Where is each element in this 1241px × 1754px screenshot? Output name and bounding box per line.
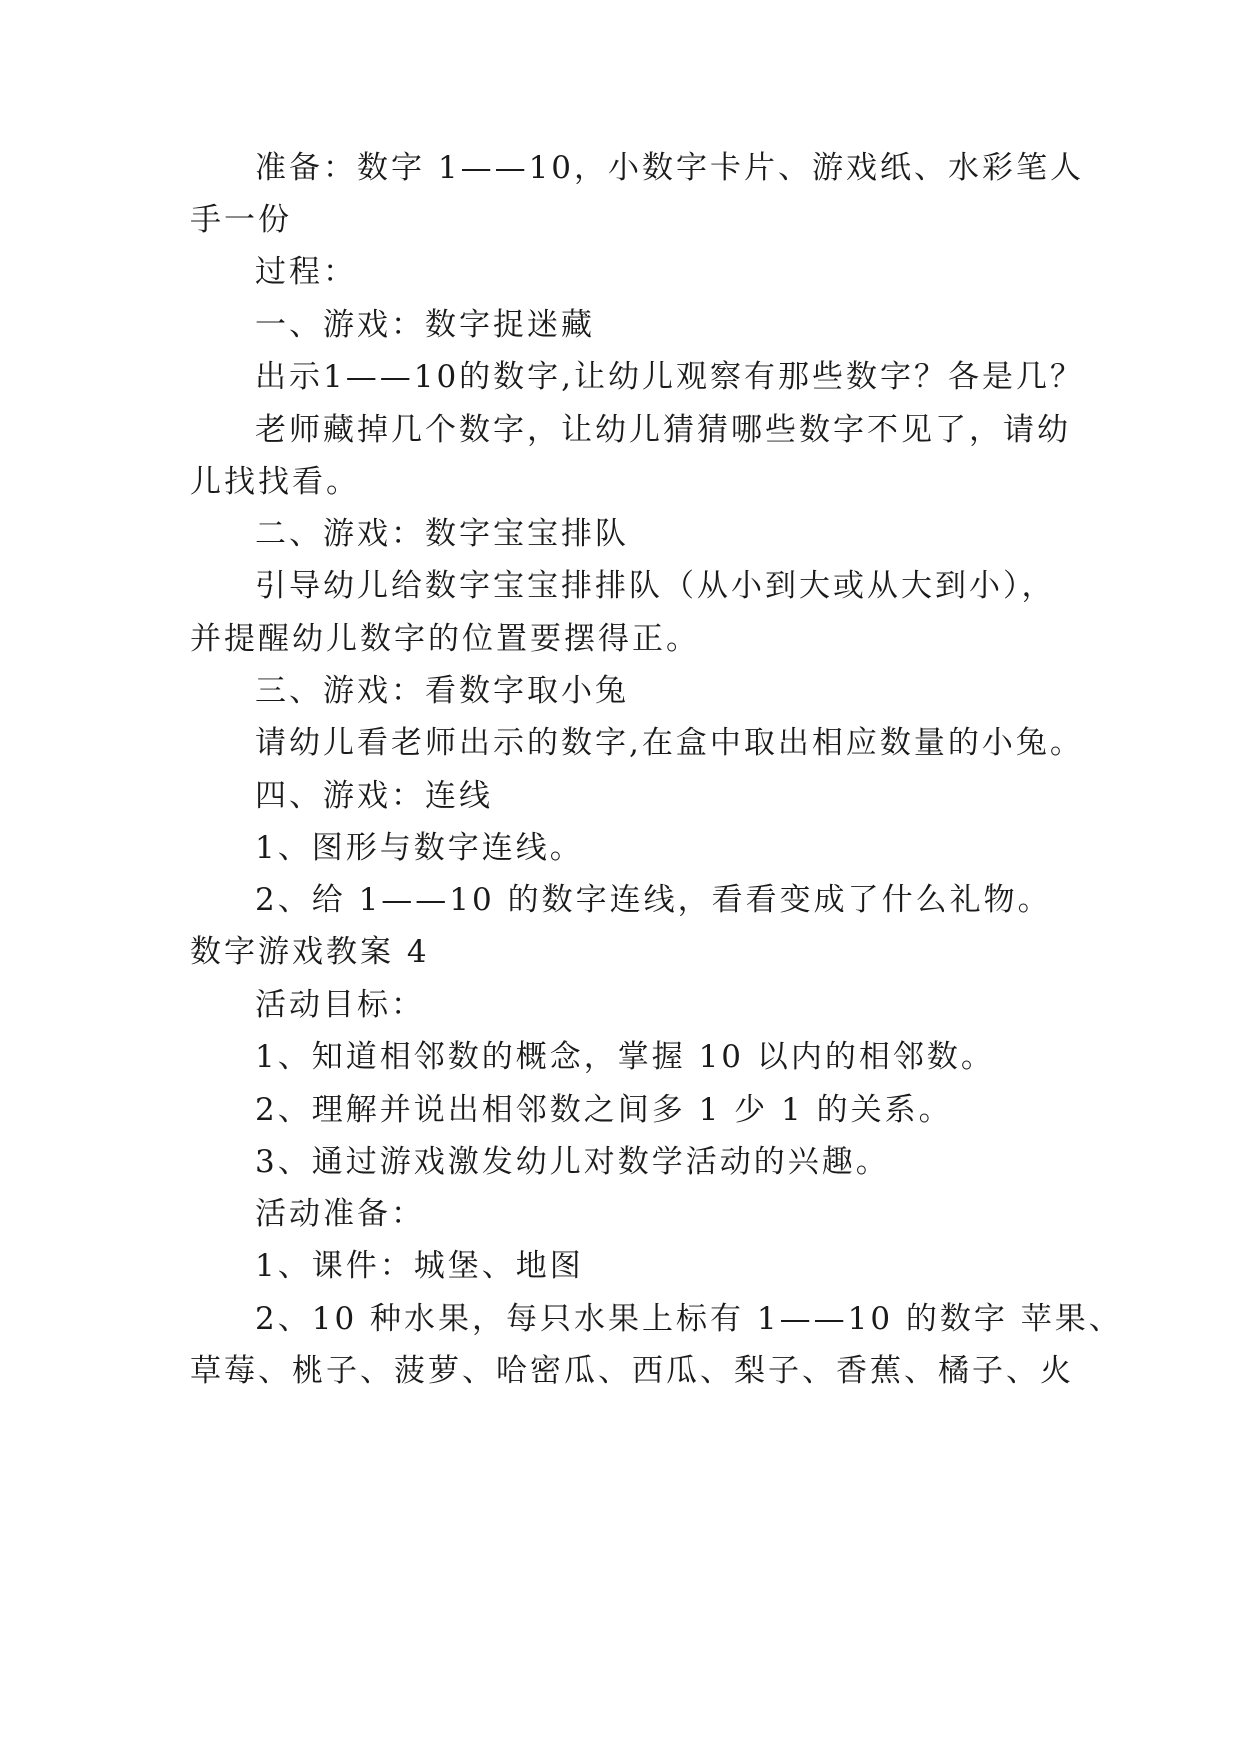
paragraph-game-2-cont: 并提醒幼儿数字的位置要摆得正。 (190, 621, 700, 657)
heading-process: 过程： (255, 254, 357, 290)
goal-item-2: 2、理解并说出相邻数之间多 1 少 1 的关系。 (255, 1092, 953, 1128)
heading-game-4: 四、游戏：连线 (255, 778, 493, 814)
paragraph-game-1-a: 出示1——10的数字,让幼儿观察有那些数字？各是几？ (255, 359, 1085, 395)
preparation-item-1: 1、课件：城堡、地图 (255, 1248, 584, 1284)
section-title: 数字游戏教案 4 (190, 934, 430, 970)
paragraph-preparation: 准备：数字 1——10，小数字卡片、游戏纸、水彩笔人 (255, 150, 1085, 186)
preparation-item-2-cont: 草莓、桃子、菠萝、哈密瓜、西瓜、梨子、香蕉、橘子、火 (190, 1353, 1074, 1389)
paragraph-game-1-b-cont: 儿找找看。 (190, 464, 360, 500)
heading-game-1: 一、游戏：数字捉迷藏 (255, 307, 595, 343)
preparation-item-2: 2、10 种水果，每只水果上标有 1——10 的数字 苹果、 (255, 1301, 1123, 1337)
paragraph-game-4-b: 2、给 1——10 的数字连线，看看变成了什么礼物。 (255, 882, 1052, 918)
paragraph-game-1-b: 老师藏掉几个数字，让幼儿猜猜哪些数字不见了，请幼 (255, 412, 1071, 448)
paragraph-game-3: 请幼儿看老师出示的数字,在盒中取出相应数量的小兔。 (255, 725, 1084, 761)
paragraph-preparation-cont: 手一份 (190, 202, 292, 238)
goal-item-1: 1、知道相邻数的概念，掌握 10 以内的相邻数。 (255, 1039, 995, 1075)
paragraph-game-4-a: 1、图形与数字连线。 (255, 830, 584, 866)
heading-game-2: 二、游戏：数字宝宝排队 (255, 516, 629, 552)
heading-activity-preparation: 活动准备： (255, 1196, 425, 1232)
goal-item-3: 3、通过游戏激发幼儿对数学活动的兴趣。 (255, 1144, 890, 1180)
paragraph-game-2: 引导幼儿给数字宝宝排排队（从小到大或从大到小）， (255, 568, 1056, 604)
heading-game-3: 三、游戏：看数字取小兔 (255, 673, 629, 709)
heading-activity-goals: 活动目标： (255, 987, 425, 1023)
